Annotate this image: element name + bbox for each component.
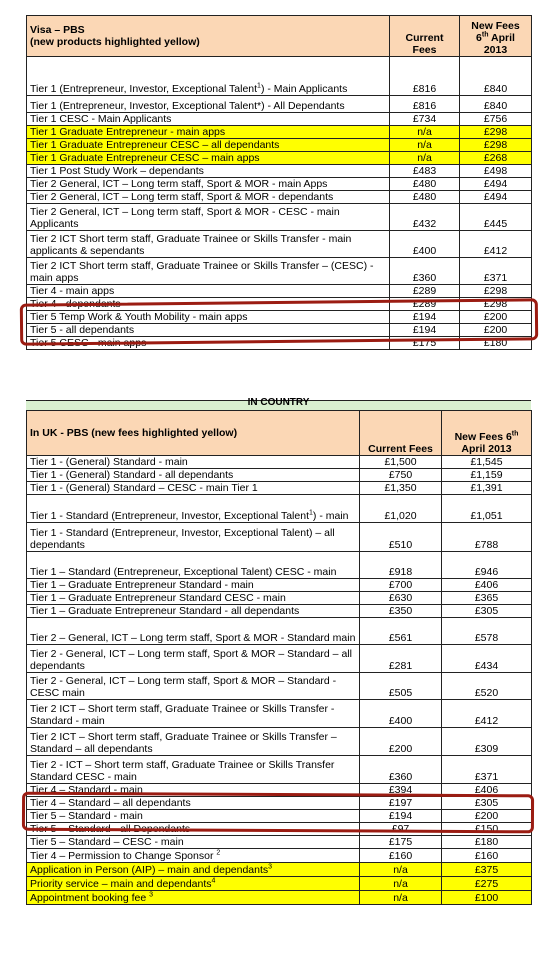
current-fee-cell: n/a: [390, 139, 460, 152]
fee-label-cell: [27, 673, 360, 700]
fee-label-cell: [27, 849, 360, 863]
fee-label: Tier 2 - ICT – Short term staff, Graduate Trainee or Skills Transfer Standard CESC - main: [30, 759, 335, 783]
fee-label: Tier 1 - Standard (Entrepreneur, Investor, Exceptional Talent: [30, 510, 309, 522]
new-fee-cell: £371: [460, 258, 532, 285]
table-row: [27, 96, 532, 113]
fee-label-cell: [27, 191, 390, 204]
new-fee-cell: £494: [460, 178, 532, 191]
current-fee-cell: £289: [390, 285, 460, 298]
table-row: [27, 523, 532, 552]
fee-label-cell: [27, 456, 360, 469]
fee-label: Tier 4 – Standard - main: [30, 784, 143, 796]
current-fee-cell: £289: [390, 298, 460, 311]
current-fee-cell: n/a: [360, 877, 442, 891]
table-row: [27, 126, 532, 139]
table-row: [27, 552, 532, 579]
table2-new-header-main: New Fees 6: [454, 431, 512, 443]
table1-new-header-day: 6: [476, 32, 482, 44]
fee-label-cell: [27, 810, 360, 823]
new-fee-cell: £371: [442, 756, 532, 784]
fee-label-cell: [27, 311, 390, 324]
fee-label-cell: [27, 863, 360, 877]
current-fee-cell: £194: [390, 311, 460, 324]
fee-label-cell: [27, 165, 390, 178]
table-row: [27, 113, 532, 126]
new-fee-cell: £445: [460, 204, 532, 231]
new-fee-cell: £406: [442, 784, 532, 797]
new-fee-cell: £578: [442, 618, 532, 645]
fee-label-cell: [27, 700, 360, 728]
table-row: [27, 579, 532, 592]
table-row: [27, 324, 532, 337]
fee-label: Tier 5 CESC - main apps: [30, 337, 147, 349]
fee-label: Tier 4 – Standard – all dependants: [30, 797, 191, 809]
table-row: [27, 756, 532, 784]
new-fee-cell: £180: [460, 337, 532, 350]
fee-label: Tier 5 – Standard - main: [30, 810, 143, 822]
table-row: [27, 482, 532, 495]
current-fee-cell: £200: [360, 728, 442, 756]
fee-label-cell: [27, 482, 360, 495]
current-fee-cell: £918: [360, 552, 442, 579]
fee-label: Tier 1 – Graduate Entrepreneur Standard - main: [30, 579, 254, 591]
current-fee-cell: £175: [390, 337, 460, 350]
fee-label-cell: [27, 605, 360, 618]
table-row: [27, 298, 532, 311]
fee-label: Tier 2 ICT Short term staff, Graduate Trainee or Skills Transfer - main applicants & sependants: [30, 233, 352, 257]
new-fee-cell: £268: [460, 152, 532, 165]
fee-label: Tier 1 Post Study Work – dependants: [30, 165, 204, 177]
table-row: [27, 891, 532, 905]
fee-label-cell: [27, 756, 360, 784]
table2-new-header: [442, 411, 532, 456]
table-row: [27, 337, 532, 350]
new-fee-cell: £160: [442, 849, 532, 863]
table-row: [27, 810, 532, 823]
fee-label: Tier 1 (Entrepreneur, Investor, Exceptional Talent: [30, 83, 258, 95]
table-row: [27, 645, 532, 673]
table-row: [27, 700, 532, 728]
table-row: [27, 311, 532, 324]
fee-label: Application in Person (AIP) – main and dependants: [30, 864, 269, 876]
fee-label-cell: [27, 579, 360, 592]
fee-label: Tier 2 General, ICT – Long term staff, Sport & MOR - CESC - main Applicants: [30, 206, 340, 230]
table-row: [27, 285, 532, 298]
current-fee-cell: n/a: [390, 126, 460, 139]
visa-pbs-fee-table: [26, 15, 532, 350]
fee-label-cell: [27, 823, 360, 836]
new-fee-cell: £275: [442, 877, 532, 891]
table-row: [27, 877, 532, 891]
fee-label: Tier 2 ICT – Short term staff, Graduate Trainee or Skills Transfer - Standard - main: [30, 703, 335, 727]
table1-new-header-rest: April 2013: [483, 32, 515, 56]
current-fee-cell: £194: [390, 324, 460, 337]
new-fee-cell: £498: [460, 165, 532, 178]
table-row: [27, 618, 532, 645]
fee-label-cell: [27, 152, 390, 165]
current-fee-cell: £480: [390, 178, 460, 191]
fee-label: Tier 2 General, ICT – Long term staff, Sport & MOR - dependants: [30, 191, 334, 203]
fee-label: Tier 5 Temp Work & Youth Mobility - main apps: [30, 311, 248, 323]
current-fee-cell: £734: [390, 113, 460, 126]
new-fee-cell: £375: [442, 863, 532, 877]
current-fee-cell: £483: [390, 165, 460, 178]
table-row: [27, 728, 532, 756]
fee-label-cell: [27, 891, 360, 905]
table-row: [27, 673, 532, 700]
current-fee-cell: £160: [360, 849, 442, 863]
footnote-mark: 1: [309, 509, 313, 517]
table-row: [27, 469, 532, 482]
new-fee-cell: £298: [460, 285, 532, 298]
table-row: [27, 797, 532, 810]
new-fee-cell: £200: [460, 324, 532, 337]
current-fee-cell: £197: [360, 797, 442, 810]
current-fee-cell: n/a: [360, 863, 442, 877]
new-fee-cell: £298: [460, 126, 532, 139]
table-row: [27, 57, 532, 96]
current-fee-cell: £400: [390, 231, 460, 258]
fee-label: Tier 4 – Permission to Change Sponsor: [30, 850, 217, 862]
table1-body: [27, 57, 532, 350]
current-fee-cell: n/a: [360, 891, 442, 905]
new-fee-cell: £298: [460, 298, 532, 311]
table1-new-header-sup: th: [481, 31, 489, 39]
new-fee-cell: £412: [460, 231, 532, 258]
current-fee-cell: £1,500: [360, 456, 442, 469]
new-fee-cell: £200: [460, 311, 532, 324]
in-uk-pbs-fee-table: [26, 410, 532, 905]
footnote-mark: 1: [257, 82, 261, 90]
new-fee-cell: £200: [442, 810, 532, 823]
fee-label-cell: [27, 178, 390, 191]
fee-label-cell: [27, 523, 360, 552]
current-fee-cell: £630: [360, 592, 442, 605]
current-fee-cell: £561: [360, 618, 442, 645]
current-fee-cell: £194: [360, 810, 442, 823]
fee-label: Tier 5 – Standard – CESC - main: [30, 836, 184, 848]
table-row: [27, 605, 532, 618]
fee-label-tail: ) - Main Applicants: [260, 83, 348, 95]
fee-label-cell: [27, 285, 390, 298]
table-row: [27, 165, 532, 178]
table-row: [27, 152, 532, 165]
current-fee-cell: £432: [390, 204, 460, 231]
fee-label-cell: [27, 96, 390, 113]
table-row: [27, 784, 532, 797]
current-fee-cell: £505: [360, 673, 442, 700]
current-fee-cell: £360: [390, 258, 460, 285]
new-fee-cell: £520: [442, 673, 532, 700]
fee-label-cell: [27, 797, 360, 810]
current-fee-cell: £175: [360, 836, 442, 849]
new-fee-cell: £434: [442, 645, 532, 673]
fee-label-cell: [27, 231, 390, 258]
fee-label: Tier 1 (Entrepreneur, Investor, Exceptional Talent*) - All Dependants: [30, 100, 345, 112]
table-row: [27, 456, 532, 469]
table2-new-header-rest: April 2013: [461, 443, 512, 455]
footnote-mark: 2: [216, 849, 221, 857]
fee-label: Tier 5 - all dependants: [30, 324, 135, 336]
table-row: [27, 139, 532, 152]
fee-label-cell: [27, 57, 390, 96]
fee-label: Tier 4 - dependants: [30, 298, 121, 310]
fee-label: Tier 1 - (General) Standard - main: [30, 456, 188, 468]
current-fee-cell: £700: [360, 579, 442, 592]
fee-label: Appointment booking fee: [30, 892, 150, 904]
new-fee-cell: £1,545: [442, 456, 532, 469]
current-fee-cell: £816: [390, 96, 460, 113]
fee-label: Tier 5 – Standard - all Dependants: [30, 823, 191, 835]
fee-label-tail: ) - main: [312, 510, 349, 522]
current-fee-cell: £510: [360, 523, 442, 552]
fee-label-cell: [27, 139, 390, 152]
fee-label: Tier 1 - Standard (Entrepreneur, Investor, Exceptional Talent) – all dependants: [30, 527, 335, 551]
footnote-mark: 3: [149, 891, 153, 899]
table2-new-header-sup: th: [511, 430, 519, 438]
table2-current-header: Current Fees: [360, 411, 442, 456]
footnote-mark: 4: [211, 877, 216, 885]
fee-label-cell: [27, 298, 390, 311]
fee-label: Priority service – main and dependants: [30, 878, 212, 890]
table1-new-header: [460, 16, 532, 57]
new-fee-cell: £100: [442, 891, 532, 905]
new-fee-cell: £412: [442, 700, 532, 728]
fee-label-cell: [27, 258, 390, 285]
new-fee-cell: £494: [460, 191, 532, 204]
fee-label-cell: [27, 728, 360, 756]
table1-new-header-main: New Fees: [471, 20, 520, 32]
current-fee-cell: £350: [360, 605, 442, 618]
fee-label-cell: [27, 645, 360, 673]
current-fee-cell: £480: [390, 191, 460, 204]
current-fee-cell: £97: [360, 823, 442, 836]
new-fee-cell: £946: [442, 552, 532, 579]
new-fee-cell: £180: [442, 836, 532, 849]
table-row: [27, 191, 532, 204]
new-fee-cell: £150: [442, 823, 532, 836]
table2-body: [27, 456, 532, 905]
current-fee-cell: £1,020: [360, 495, 442, 523]
table-row: [27, 258, 532, 285]
table-row: [27, 836, 532, 849]
fee-label-cell: [27, 113, 390, 126]
current-fee-cell: £360: [360, 756, 442, 784]
new-fee-cell: £305: [442, 797, 532, 810]
current-fee-cell: £816: [390, 57, 460, 96]
fee-label: Tier 1 – Standard (Entrepreneur, Exceptional Talent) CESC - main: [30, 566, 337, 578]
fee-label: Tier 1 Graduate Entrepreneur - main apps: [30, 126, 226, 138]
fee-label-cell: [27, 877, 360, 891]
new-fee-cell: £309: [442, 728, 532, 756]
fee-label-cell: [27, 495, 360, 523]
in-country-label: IN COUNTRY: [247, 397, 310, 408]
new-fee-cell: £305: [442, 605, 532, 618]
table1-current-header: Current Fees: [390, 16, 460, 57]
fee-label: Tier 4 - main apps: [30, 285, 115, 297]
table-row: [27, 231, 532, 258]
new-fee-cell: £840: [460, 57, 532, 96]
fee-label: Tier 2 General, ICT – Long term staff, Sport & MOR - main Apps: [30, 178, 328, 190]
fee-label: Tier 1 – Graduate Entrepreneur Standard - all dependants: [30, 605, 300, 617]
new-fee-cell: £756: [460, 113, 532, 126]
fee-label: Tier 1 – Graduate Entrepreneur Standard CESC - main: [30, 592, 286, 604]
new-fee-cell: £1,391: [442, 482, 532, 495]
current-fee-cell: n/a: [390, 152, 460, 165]
new-fee-cell: £1,159: [442, 469, 532, 482]
fee-label-cell: [27, 337, 390, 350]
fee-label-cell: [27, 324, 390, 337]
fee-label-cell: [27, 469, 360, 482]
fee-label-cell: [27, 618, 360, 645]
table1-title-cell: [27, 16, 390, 57]
current-fee-cell: £750: [360, 469, 442, 482]
current-fee-cell: £400: [360, 700, 442, 728]
fee-label: Tier 1 - (General) Standard – CESC - main Tier 1: [30, 482, 258, 494]
table2-title: In UK - PBS (new fees highlighted yellow): [27, 411, 360, 456]
new-fee-cell: £1,051: [442, 495, 532, 523]
fee-label: Tier 1 CESC - Main Applicants: [30, 113, 172, 125]
fee-label: Tier 2 ICT Short term staff, Graduate Trainee or Skills Transfer – (CESC) - main apps: [30, 260, 374, 284]
table1-subtitle: (new products highlighted yellow): [30, 36, 200, 48]
new-fee-cell: £365: [442, 592, 532, 605]
new-fee-cell: £406: [442, 579, 532, 592]
fee-label: Tier 2 - General, ICT – Long term staff, Sport & MOR – Standard – all dependants: [30, 648, 352, 672]
current-fee-cell: £394: [360, 784, 442, 797]
table1-title: Visa – PBS: [30, 24, 85, 36]
table-row: [27, 178, 532, 191]
table-row: [27, 495, 532, 523]
new-fee-cell: £788: [442, 523, 532, 552]
table-row: [27, 204, 532, 231]
table-row: [27, 849, 532, 863]
footnote-mark: 3: [268, 863, 273, 871]
fee-label: Tier 1 Graduate Entrepreneur CESC – main apps: [30, 152, 260, 164]
fee-label-cell: [27, 592, 360, 605]
current-fee-cell: £281: [360, 645, 442, 673]
fee-label: Tier 2 ICT – Short term staff, Graduate Trainee or Skills Transfer – Standard – all dependants: [30, 731, 337, 755]
new-fee-cell: £298: [460, 139, 532, 152]
table-row: [27, 863, 532, 877]
fee-label-cell: [27, 784, 360, 797]
fee-label-cell: [27, 126, 390, 139]
table-row: [27, 823, 532, 836]
fee-label-cell: [27, 836, 360, 849]
fee-label-cell: [27, 204, 390, 231]
fee-label-cell: [27, 552, 360, 579]
table-row: [27, 592, 532, 605]
fee-label: Tier 1 - (General) Standard - all dependants: [30, 469, 234, 481]
fee-label: Tier 1 Graduate Entrepreneur CESC – all dependants: [30, 139, 280, 151]
current-fee-cell: £1,350: [360, 482, 442, 495]
fee-label: Tier 2 – General, ICT – Long term staff, Sport & MOR - Standard main: [30, 632, 356, 644]
new-fee-cell: £840: [460, 96, 532, 113]
fee-label: Tier 2 - General, ICT – Long term staff, Sport & MOR – Standard - CESC main: [30, 675, 337, 699]
